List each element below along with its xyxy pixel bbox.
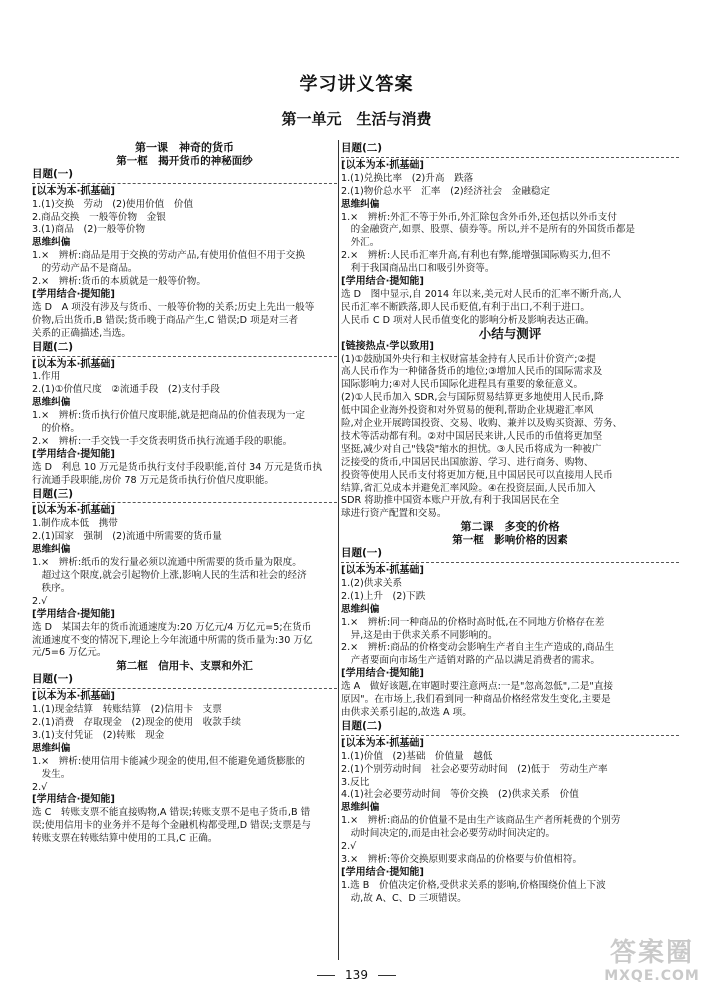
- subsection-label: 思维纠偏: [32, 742, 71, 754]
- answer-line: 转账支票在转账结算中使用的工具,C 正确。: [32, 833, 218, 845]
- subsection-label: 思维纠偏: [341, 603, 380, 615]
- answer-line: 3.(1)支付凭证 (2)转账 现金: [32, 729, 165, 741]
- answer-line: 高人民币作为一种储备货币的地位;③增加人民币的国际需求及: [341, 366, 603, 378]
- topic-heading: 目题(二): [32, 340, 74, 353]
- answer-line: 由供求关系引起的,故选 A 项。: [341, 706, 472, 718]
- answer-line: 选 D 某国去年的货币流通速度为:20 万亿元/4 万亿元=5;在货币: [32, 621, 312, 633]
- answer-line: 投资等使用人民币支付将更加方便,且中国居民可以直接用人民币: [341, 469, 613, 481]
- answer-line: 选 C 转账支票不能直接购物,A 错误;转账支票不是电子货币,B 错: [32, 807, 311, 819]
- topic-heading: 目题(一): [32, 167, 74, 180]
- section-label: [学用结合·提知能]: [32, 608, 115, 620]
- dashed-rule: [32, 502, 337, 503]
- page-number-dash-left: [317, 975, 335, 976]
- section-label: [以本为本·抓基础]: [32, 185, 115, 197]
- answer-line: 1.制作成本低 携带: [32, 518, 118, 530]
- answer-line: 2.√: [32, 595, 48, 607]
- answer-line: (2)①人民币加入 SDR,会与国际贸易结算更多地使用人民币,降: [341, 392, 604, 404]
- answer-line: 4.(1)社会必要劳动时间 等价交换 (2)供求关系 价值: [341, 789, 579, 801]
- answer-line: 泛接受的货币,中国居民出国旅游、学习、进行商务、购物、: [341, 456, 594, 468]
- lesson-heading: 第一课 神奇的货币: [135, 141, 234, 154]
- dashed-rule: [341, 562, 679, 563]
- watermark-logo: [597, 938, 707, 990]
- answer-line: 1.× 辨析:纸币的发行量必须以流通中所需要的货币量为限度。: [32, 557, 302, 569]
- answer-line: 1.× 辨析:货币执行价值尺度职能,就是把商品的价值表现为一定: [32, 410, 305, 422]
- answer-line: 流通速度不变的情况下,理论上今年流通中所需的货币量为:30 万亿: [32, 634, 313, 646]
- section-label: [以本为本·抓基础]: [341, 159, 424, 171]
- answer-line: 2.(1)国家 强制 (2)流通中所需要的货币量: [32, 531, 222, 543]
- answer-line: 3.反比: [341, 776, 370, 788]
- answer-line: 秩序。: [32, 582, 71, 594]
- answer-line: (1)①鼓励国外央行和主权财富基金持有人民币计价资产;②提: [341, 353, 596, 365]
- answer-line: 1.× 辨析:外汇不等于外币,外汇除包含外币外,还包括以外币支付: [341, 211, 617, 223]
- column-divider: [338, 140, 339, 960]
- subsection-label: 思维纠偏: [32, 397, 71, 409]
- frame-heading: 第一框 揭开货币的神秘面纱: [116, 154, 253, 167]
- dashed-rule: [32, 183, 337, 184]
- section-label: [以本为本·抓基础]: [32, 691, 115, 703]
- section-label: [学用结合·提知能]: [341, 276, 424, 288]
- answer-line: 2.(1)①价值尺度 ②流通手段 (2)支付手段: [32, 384, 220, 396]
- answer-line: 选 D A 项没有涉及与货币、一般等价物的关系;历史上先出一般等: [32, 301, 315, 313]
- section-label: [链接热点·学以致用]: [341, 340, 434, 352]
- section-label: [以本为本·抓基础]: [341, 737, 424, 749]
- topic-heading: 目题(二): [341, 142, 383, 154]
- answer-line: 2.商品交换 一般等价物 金银: [32, 211, 166, 223]
- dashed-rule: [32, 688, 337, 689]
- right-column: [341, 142, 679, 906]
- section-label: [以本为本·抓基础]: [32, 358, 115, 370]
- answer-line: 异,这是由于供求关系不同影响的。: [341, 629, 498, 641]
- subsection-label: 思维纠偏: [32, 237, 71, 249]
- answer-line: 外汇。: [341, 237, 380, 249]
- answer-line: 价物,后出货币,B 错误;货币晚于商品产生,C 错误;D 项是对三者: [32, 314, 299, 326]
- answer-line: 发生。: [32, 768, 71, 780]
- answer-line: 2.(1)个别劳动时间 社会必要劳动时间 (2)低于 劳动生产率: [341, 763, 608, 775]
- answer-line: 2.√: [32, 781, 48, 793]
- answer-line: 1.(1)兑换比率 (2)升高 跌落: [341, 172, 474, 184]
- section-label: [以本为本·抓基础]: [32, 505, 115, 517]
- frame-heading: 第二框 信用卡、支票和外汇: [116, 660, 253, 673]
- answer-line: 动时间决定的,而是由社会必要劳动时间决定的。: [341, 828, 556, 840]
- answer-line: 利于我国商品出口和吸引外资等。: [341, 263, 495, 275]
- answer-line: 1.(1)现金结算 转账结算 (2)信用卡 支票: [32, 704, 222, 716]
- answer-line: 人民币 C D 项对人民币值变化的影响分析及影响表达正确。: [341, 314, 595, 326]
- answer-line: 2.(1)上升 (2)下跌: [341, 590, 426, 602]
- answer-line: 技术等活动都有利。②对中国居民来讲,人民币的币值将更加坚: [341, 430, 603, 442]
- answer-line: 超过这个限度,就会引起物价上涨,影响人民的生活和社会的经济: [32, 570, 307, 581]
- subsection-label: 思维纠偏: [32, 544, 71, 556]
- answer-line: 2.× 辨析:货币的本质就是一般等价物。: [32, 276, 206, 288]
- answer-line: 元/5=6 万亿元。: [32, 647, 107, 659]
- answer-line: 低中国企业海外投资和对外贸易的便利,帮助企业规避汇率风: [341, 405, 594, 417]
- answer-line: 2.(1)消费 存取现金 (2)现金的使用 收款手续: [32, 716, 242, 728]
- answer-line: SDR 将助推中国资本账户开放,有利于我国居民在全: [341, 495, 560, 507]
- summary-heading: 小结与测评: [478, 325, 542, 341]
- answer-line: 2.(1)物价总水平 汇率 (2)经济社会 金融稳定: [341, 185, 551, 197]
- answer-line: 1.(1)交换 劳动 (2)使用价值 价值: [32, 198, 194, 210]
- answer-line: 动,故 A、C、D 三项错误。: [341, 892, 467, 904]
- section-label: [学用结合·提知能]: [32, 448, 115, 460]
- answer-line: 3.× 辨析:等价交换原则要求商品的价格要与价值相符。: [341, 853, 583, 865]
- unit-title: 第一单元 生活与消费: [281, 110, 432, 128]
- answer-line: 的劳动产品不是商品。: [32, 263, 138, 275]
- answer-line: 险,对企业开展跨国投资、交易、收购、兼并以及购买资源、劳务、: [341, 418, 623, 430]
- answer-line: 选 D 图中显示,自 2014 年以来,美元对人民币的汇率不断升高,人: [341, 288, 622, 300]
- watermark-main: 答案圈: [609, 938, 694, 968]
- answer-line: 2.√: [341, 841, 357, 853]
- answer-line: 民币汇率不断跌落,即人民币贬值,有利于出口,不利于进口。: [341, 301, 590, 313]
- dashed-rule: [341, 157, 679, 158]
- topic-heading: 目题(二): [341, 719, 383, 732]
- topic-heading: 目题(一): [341, 547, 383, 560]
- dashed-rule: [32, 356, 337, 357]
- answer-line: 2.× 辨析:商品的价格变动会影响生产者自主生产造成的,商品生: [341, 642, 614, 654]
- answer-line: 坚挺,减少对自己"钱袋"缩水的担忧。③人民币将成为一种被广: [341, 443, 602, 455]
- section-label: [以本为本·抓基础]: [341, 565, 424, 576]
- page-number-dash-right: [378, 975, 396, 976]
- subsection-label: 思维纠偏: [341, 802, 380, 814]
- answer-line: 国际影响力;④对人民币国际化进程具有重要的象征意义。: [341, 379, 584, 391]
- page-title: 学习讲义答案: [299, 74, 414, 95]
- answer-line: 的价格。: [32, 423, 80, 435]
- section-label: [学用结合·提知能]: [341, 866, 424, 878]
- watermark-sub: MXQE.COM: [604, 968, 700, 984]
- section-label: [学用结合·提知能]: [341, 668, 424, 680]
- answer-line: 1.× 辨析:同一种商品的价格时高时低,在不同地方价格存在差: [341, 616, 605, 628]
- answer-line: 1.× 辨析:商品是用于交换的劳动产品,有使用价值但不用于交换: [32, 250, 305, 262]
- answer-line: 2.× 辨析:人民币汇率升高,有利也有弊,能增强国际购买力,但不: [341, 250, 611, 262]
- answer-line: 1.作用: [32, 371, 61, 383]
- answer-line: 1.× 辨析:商品的价值量不是由生产该商品生产者所耗费的个别劳: [341, 815, 621, 827]
- answer-line: 2.× 辨析:一手交钱一手交货表明货币执行流通手段的职能。: [32, 435, 293, 447]
- answer-line: 产者要面向市场生产适销对路的产品以满足消费者的需求。: [341, 655, 601, 667]
- frame-heading: 第一框 影响价格的因素: [452, 534, 568, 547]
- left-column: [32, 142, 337, 846]
- page-number-text: 139: [345, 968, 368, 982]
- subsection-label: 思维纠偏: [341, 198, 380, 210]
- topic-heading: 目题(一): [32, 673, 74, 686]
- section-label: [学用结合·提知能]: [32, 794, 115, 806]
- section-label: [学用结合·提知能]: [32, 288, 115, 300]
- topic-heading: 目题(三): [32, 487, 74, 500]
- answer-line: 3.(1)商品 (2)一般等价物: [32, 224, 146, 236]
- lesson-heading: 第二课 多变的价格: [460, 520, 560, 534]
- answer-line: 原因"。在市场上,我们看到同一种商品价格经常发生变化,主要是: [341, 694, 611, 706]
- answer-line: 行流通手段职能,房价 78 万元是货币执行价值尺度职能。: [32, 474, 275, 486]
- answer-line: 1.(1)价值 (2)基础 价值量 越低: [341, 750, 493, 762]
- answer-line: 球进行资产配置和交易。: [341, 508, 447, 520]
- answer-line: 1.× 辨析:使用信用卡能减少现金的使用,但不能避免通货膨胀的: [32, 755, 305, 767]
- answer-line: 1.选 B 价值决定价格,受供求关系的影响,价格围绕价值上下波: [341, 879, 606, 891]
- answer-line: 误;使用信用卡的业务并不是每个金融机构都受理,D 错误;支票是与: [32, 820, 311, 832]
- answer-line: 选 A 做好该题,在审题时要注意两点:一是"忽高忽低",二是"直接: [341, 681, 614, 693]
- answer-line: 的金融资产,如票、股票、债券等。所以,并不是所有的外国货币都是: [341, 224, 635, 236]
- answer-line: 1.(2)供求关系: [341, 577, 403, 589]
- answer-line: 结算,省汇兑成本并避免汇率风险。④在投资层面,人民币加入: [341, 482, 596, 494]
- dashed-rule: [341, 735, 679, 736]
- answer-line: 选 D 利息 10 万元是货币执行支付手段职能,首付 34 万元是货币执: [32, 461, 322, 473]
- answer-line: 关系的正确描述,当选。: [32, 327, 131, 339]
